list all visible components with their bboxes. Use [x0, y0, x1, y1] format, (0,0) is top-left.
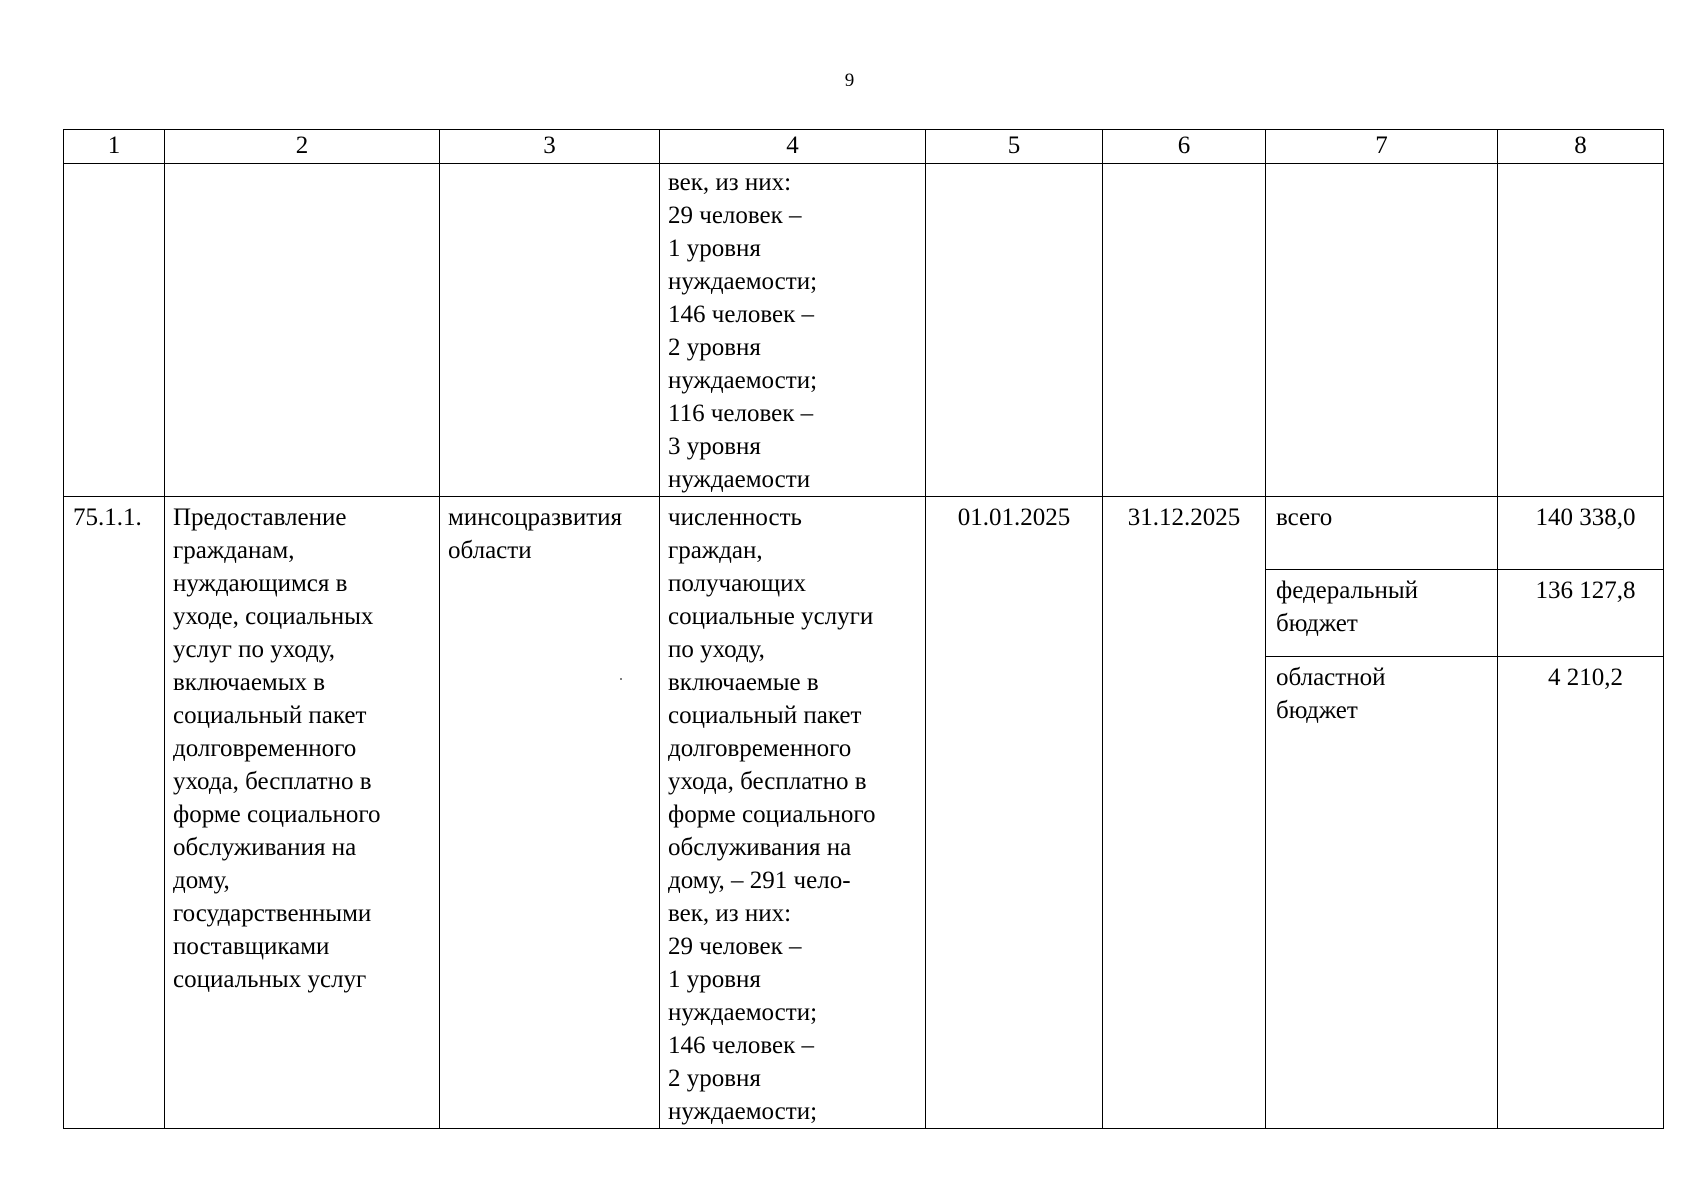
- text-line: 3 уровня: [668, 433, 761, 460]
- table-cell: [64, 164, 165, 497]
- text-line: социальный пакет: [173, 702, 367, 729]
- text-line: области: [448, 537, 532, 564]
- table-cell: [1266, 164, 1498, 497]
- text-line: Предоставление: [173, 504, 347, 531]
- text-line: бюджет: [1276, 697, 1358, 724]
- text-line: 29 человек –: [668, 933, 802, 960]
- end-date-cell: [1103, 497, 1266, 1129]
- text-line: государственными: [173, 900, 372, 927]
- text-line: дому, – 291 чело-: [668, 867, 851, 894]
- financing-source-cell: [1266, 497, 1498, 1129]
- text-line: нуждаемости;: [668, 999, 818, 1026]
- financing-source-federal: [1266, 570, 1497, 657]
- text-line: дому,: [173, 867, 230, 894]
- column-header: 8: [1498, 130, 1664, 164]
- financing-amount-total: 140 338,0: [1498, 497, 1663, 570]
- text-line: 1 уровня: [668, 966, 761, 993]
- column-header: 2: [165, 130, 440, 164]
- continuation-indicator-cell: [660, 164, 926, 497]
- text-line: поставщиками: [173, 933, 330, 960]
- row-number: 75.1.1.: [73, 504, 142, 531]
- executor-cell: [440, 497, 660, 1129]
- scan-speck: [620, 678, 622, 680]
- continuation-indicator-text: [668, 166, 917, 496]
- page-number: 9: [844, 70, 855, 91]
- text-line: уходе, социальных: [173, 603, 374, 630]
- text-line: включаемые в: [668, 669, 819, 696]
- text-line: 2 уровня: [668, 334, 761, 361]
- executor-text: [448, 501, 651, 567]
- indicator-cell: [660, 497, 926, 1129]
- text-line: социальных услуг: [173, 966, 367, 993]
- table-row: [64, 497, 1664, 1129]
- text-line: услуг по уходу,: [173, 636, 335, 663]
- end-date: 31.12.2025: [1127, 504, 1241, 531]
- column-header: 4: [660, 130, 926, 164]
- table-header-row: [64, 130, 1664, 164]
- text-line: нуждаемости;: [668, 268, 818, 295]
- column-header: 5: [926, 130, 1103, 164]
- column-header: 7: [1266, 130, 1498, 164]
- text-line: областной: [1276, 664, 1386, 691]
- start-date-cell: [926, 497, 1103, 1129]
- text-line: форме социального: [668, 801, 876, 828]
- table-cell: [440, 164, 660, 497]
- program-table: [63, 129, 1664, 1129]
- text-line: 146 человек –: [668, 301, 815, 328]
- text-line: обслуживания на: [668, 834, 852, 861]
- start-date: 01.01.2025: [957, 504, 1071, 531]
- text-line: 29 человек –: [668, 202, 802, 229]
- text-line: нуждаемости;: [668, 1098, 818, 1125]
- table-cell: [165, 164, 440, 497]
- column-header: 1: [64, 130, 165, 164]
- text-line: минсоцразвития: [448, 504, 623, 531]
- event-name-cell: [165, 497, 440, 1129]
- text-line: обслуживания на: [173, 834, 357, 861]
- text-line: включаемых в: [173, 669, 326, 696]
- text-line: нуждаемости;: [668, 367, 818, 394]
- table-cell: [1103, 164, 1266, 497]
- text-line: долговременного: [173, 735, 357, 762]
- text-line: ухода, бесплатно в: [668, 768, 867, 795]
- text-line: нуждаемости: [668, 466, 811, 493]
- text-line: социальный пакет: [668, 702, 862, 729]
- text-line: долговременного: [668, 735, 852, 762]
- text-line: по уходу,: [668, 636, 765, 663]
- indicator-text: [668, 501, 917, 1128]
- row-number-cell: [64, 497, 165, 1129]
- text-line: нуждающимся в: [173, 570, 348, 597]
- table-cell: [1498, 164, 1664, 497]
- financing-amount-federal: 136 127,8: [1498, 570, 1663, 657]
- text-line: 1 уровня: [668, 235, 761, 262]
- text-line: 116 человек –: [668, 400, 814, 427]
- text-line: бюджет: [1276, 610, 1358, 637]
- text-line: численность: [668, 504, 802, 531]
- text-line: форме социального: [173, 801, 381, 828]
- text-line: социальные услуги: [668, 603, 874, 630]
- text-line: 2 уровня: [668, 1065, 761, 1092]
- text-line: век, из них:: [668, 169, 792, 196]
- text-line: получающих: [668, 570, 807, 597]
- column-header: 6: [1103, 130, 1266, 164]
- table-cell: [926, 164, 1103, 497]
- text-line: век, из них:: [668, 900, 792, 927]
- column-header: 3: [440, 130, 660, 164]
- text-line: гражданам,: [173, 537, 295, 564]
- financing-source-total: [1266, 497, 1497, 570]
- event-name-text: [173, 501, 431, 996]
- text-line: федеральный: [1276, 577, 1419, 604]
- financing-source-regional: [1266, 657, 1497, 1119]
- text-line: 146 человек –: [668, 1032, 815, 1059]
- text-line: граждан,: [668, 537, 763, 564]
- financing-amount-cell: [1498, 497, 1664, 1129]
- financing-amount-regional: 4 210,2: [1548, 664, 1623, 691]
- text-line: ухода, бесплатно в: [173, 768, 372, 795]
- text-line: всего: [1276, 504, 1333, 531]
- continuation-row: [64, 164, 1664, 497]
